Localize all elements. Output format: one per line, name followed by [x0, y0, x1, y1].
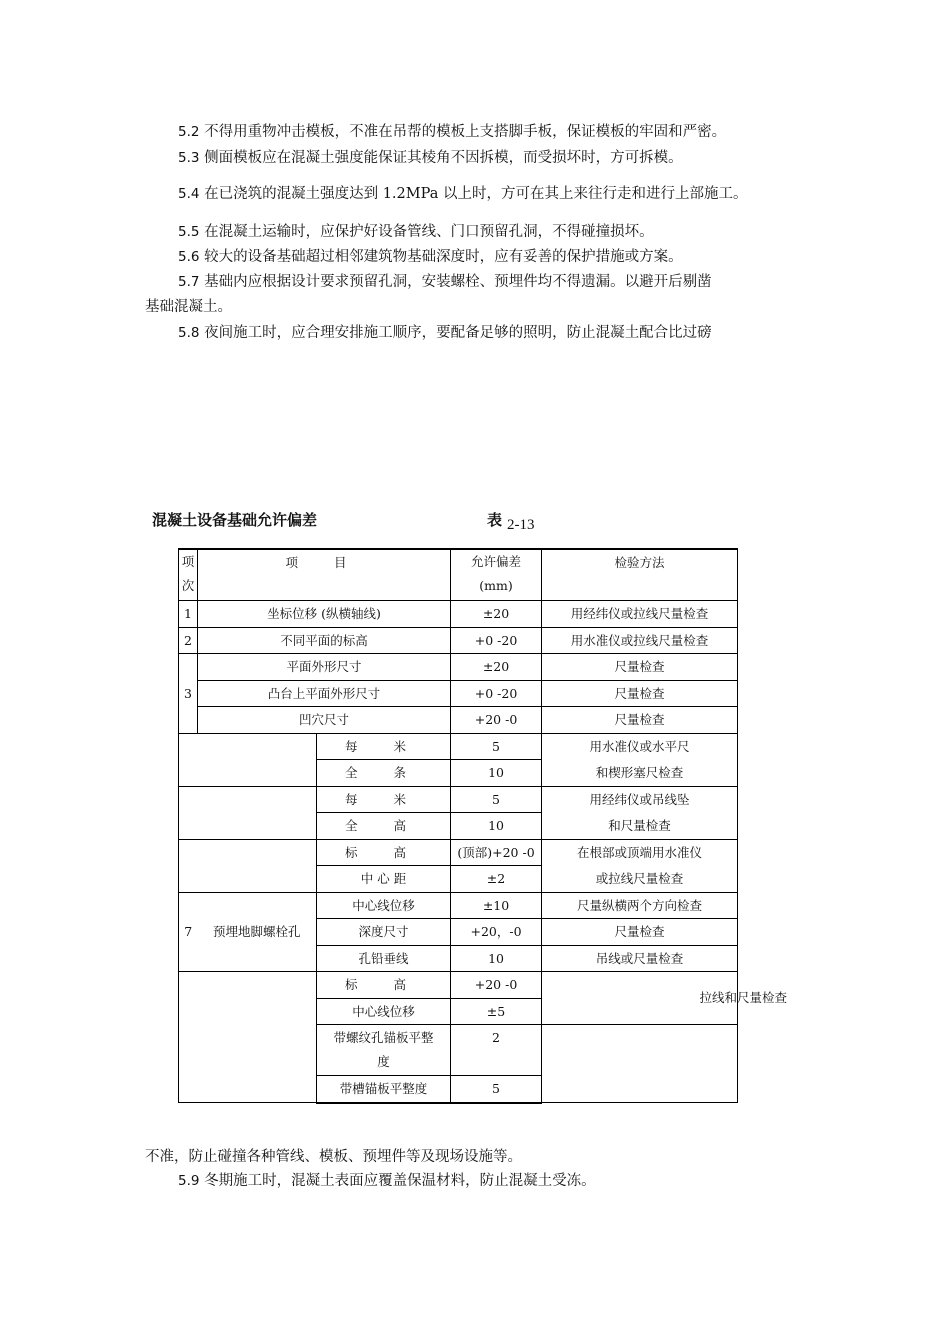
row-tolerance: 5	[451, 786, 542, 813]
header-item	[198, 549, 451, 601]
row-tolerance: 5	[451, 1076, 542, 1103]
row-method: 尺量检查	[542, 707, 738, 734]
row-subitem-text: 每 米	[345, 791, 422, 807]
paragraph-5-6	[178, 247, 683, 267]
row-tolerance: +20 -0	[451, 972, 542, 999]
row-no-empty	[179, 786, 198, 839]
header-seq-line1: 项	[181, 554, 195, 569]
row-group-label-empty	[198, 786, 317, 839]
paragraph-5-5	[178, 222, 654, 242]
row-method: 或拉线尺量检查	[542, 866, 738, 893]
row-no: 3	[179, 654, 198, 734]
row-method: 用经纬仪或拉线尺量检查	[542, 601, 738, 628]
paragraph-5-2	[178, 122, 726, 142]
row-subitem	[317, 1025, 451, 1076]
row-item: 平面外形尺寸	[198, 654, 451, 681]
row-method: 尺量检查	[542, 919, 738, 946]
row-tolerance: 5	[451, 733, 542, 760]
clause-number: 5.4	[178, 186, 200, 202]
table-row	[179, 733, 738, 760]
paragraph-5-8	[178, 323, 712, 343]
row-subitem-text: 每 米	[345, 738, 422, 754]
table-row	[179, 654, 738, 681]
row-method-empty	[542, 1025, 738, 1103]
row-no: 2	[179, 627, 198, 654]
clause-number: 5.6	[178, 249, 200, 265]
clause-text: 在已浇筑的混凝土强度达到 1.2MPa 以上时，方可在其上来往行走和进行上部施工。	[204, 186, 748, 202]
clause-text: 较大的设备基础超过相邻建筑物基础深度时，应有妥善的保护措施或方案。	[204, 249, 683, 265]
table-header-row	[179, 549, 738, 601]
row-subitem: 孔铅垂线	[317, 945, 451, 972]
row-item: 凸台上平面外形尺寸	[198, 680, 451, 707]
row-subitem	[317, 786, 451, 813]
header-item-text: 项 目	[285, 555, 363, 570]
clause-number: 5.2	[178, 124, 200, 140]
row-tolerance: 2	[451, 1025, 542, 1076]
table-row	[179, 839, 738, 866]
paragraph-5-4	[178, 184, 747, 204]
row-method: 尺量检查	[542, 680, 738, 707]
row-subitem-text: 全 高	[345, 818, 422, 833]
row-method-text: 拉线和尺量检查	[699, 990, 788, 1006]
header-seq-line2: 次	[181, 578, 195, 593]
row-group-label: 预埋地脚螺栓孔	[198, 892, 317, 972]
row-item: 坐标位移 (纵横轴线)	[198, 601, 451, 628]
table-row	[179, 601, 738, 628]
row-subitem: 中 心 距	[317, 866, 451, 893]
row-tolerance: +0 -20	[451, 680, 542, 707]
clause-number: 5.5	[178, 224, 200, 240]
row-tolerance: ±5	[451, 998, 542, 1025]
paragraph-5-7	[178, 272, 712, 292]
row-method: 用经纬仪或吊线坠	[542, 786, 738, 813]
row-tolerance: +20 -0	[451, 707, 542, 734]
clause-text: 冬期施工时，混凝土表面应覆盖保温材料，防止混凝土受冻。	[204, 1173, 596, 1189]
clause-text: 基础内应根据设计要求预留孔洞，安装螺栓、预埋件均不得遗漏。以避开后剔凿	[204, 274, 712, 290]
header-tolerance-line1: 允许偏差	[471, 554, 522, 569]
row-subitem-text: 标 高	[345, 977, 422, 992]
row-method: 在根部或顶端用水准仪	[542, 839, 738, 866]
row-item: 凹穴尺寸	[198, 707, 451, 734]
paragraph-5-9	[178, 1171, 596, 1191]
clause-number: 5.7	[178, 274, 200, 290]
row-no: 7	[179, 892, 198, 972]
tolerance-table	[178, 548, 788, 1104]
header-tolerance-line2: (mm)	[479, 578, 513, 593]
table-row	[179, 627, 738, 654]
row-no: 1	[179, 601, 198, 628]
row-subitem-line2: 度	[377, 1054, 390, 1069]
row-subitem: 中心线位移	[317, 998, 451, 1025]
clause-text: 在混凝土运输时，应保护好设备管线、门口预留孔洞，不得碰撞损坏。	[204, 224, 654, 240]
header-tolerance	[451, 549, 542, 601]
row-group-label-empty	[198, 972, 317, 1103]
table-row	[179, 892, 738, 919]
header-method: 检验方法	[542, 549, 738, 601]
row-method	[542, 972, 788, 1025]
row-subitem	[317, 972, 451, 999]
row-tolerance: 10	[451, 945, 542, 972]
table-row	[179, 680, 738, 707]
clause-number: 5.8	[178, 325, 200, 341]
row-subitem-line1: 带螺纹孔锚板平整	[333, 1030, 434, 1045]
row-method: 尺量纵横两个方向检查	[542, 892, 738, 919]
table-row	[179, 707, 738, 734]
row-item: 不同平面的标高	[198, 627, 451, 654]
clause-text: 侧面模板应在混凝土强度能保证其棱角不因拆模，而受损坏时，方可拆模。	[204, 150, 683, 166]
table-title: 混凝土设备基础允许偏差	[152, 511, 318, 529]
row-subitem-text: 全 条	[345, 765, 422, 780]
row-method: 尺量检查	[542, 654, 738, 681]
row-subitem: 中心线位移	[317, 892, 451, 919]
row-tolerance: ±20	[451, 601, 542, 628]
row-no-empty	[179, 839, 198, 892]
paragraph-5-7-continuation: 基础混凝土。	[145, 299, 232, 315]
paragraph-5-8-continuation: 不准，防止碰撞各种管线、模板、预埋件等及现场设施等。	[145, 1149, 522, 1165]
row-subitem-text: 标 高	[345, 844, 422, 860]
table-row	[179, 972, 738, 999]
row-tolerance: ±20	[451, 654, 542, 681]
row-tolerance: +20，-0	[451, 919, 542, 946]
row-subitem	[317, 813, 451, 840]
row-subitem: 带槽锚板平整度	[317, 1076, 451, 1103]
row-method: 用水准仪或拉线尺量检查	[542, 627, 738, 654]
row-group-label-empty	[198, 839, 317, 892]
row-tolerance: (顶部)+20 -0	[451, 839, 542, 866]
row-tolerance: ±10	[451, 892, 542, 919]
header-seq	[179, 549, 198, 601]
row-tolerance: 10	[451, 813, 542, 840]
row-method: 用水准仪或水平尺	[542, 733, 738, 760]
row-tolerance: ±2	[451, 866, 542, 893]
clause-number: 5.3	[178, 150, 200, 166]
row-tolerance: 10	[451, 760, 542, 787]
row-subitem	[317, 733, 451, 760]
paragraph-5-3	[178, 148, 683, 168]
row-subitem: 深度尺寸	[317, 919, 451, 946]
table-number-label: 表	[487, 511, 503, 529]
row-method: 和尺量检查	[542, 813, 738, 840]
row-tolerance: +0 -20	[451, 627, 542, 654]
clause-number: 5.9	[178, 1173, 200, 1189]
clause-text: 不得用重物冲击模板，不准在吊帮的模板上支搭脚手板，保证模板的牢固和严密。	[204, 124, 727, 140]
clause-text: 夜间施工时，应合理安排施工顺序，要配备足够的照明，防止混凝土配合比过磅	[204, 325, 712, 341]
row-method: 吊线或尺量检查	[542, 945, 738, 972]
row-no-empty	[179, 733, 198, 786]
table-row	[179, 786, 738, 813]
table-number: 2-13	[507, 517, 535, 533]
row-subitem	[317, 839, 451, 866]
row-group-label-empty	[198, 733, 317, 786]
row-subitem	[317, 760, 451, 787]
row-method: 和楔形塞尺检查	[542, 760, 738, 787]
row-no-empty	[179, 972, 198, 1103]
